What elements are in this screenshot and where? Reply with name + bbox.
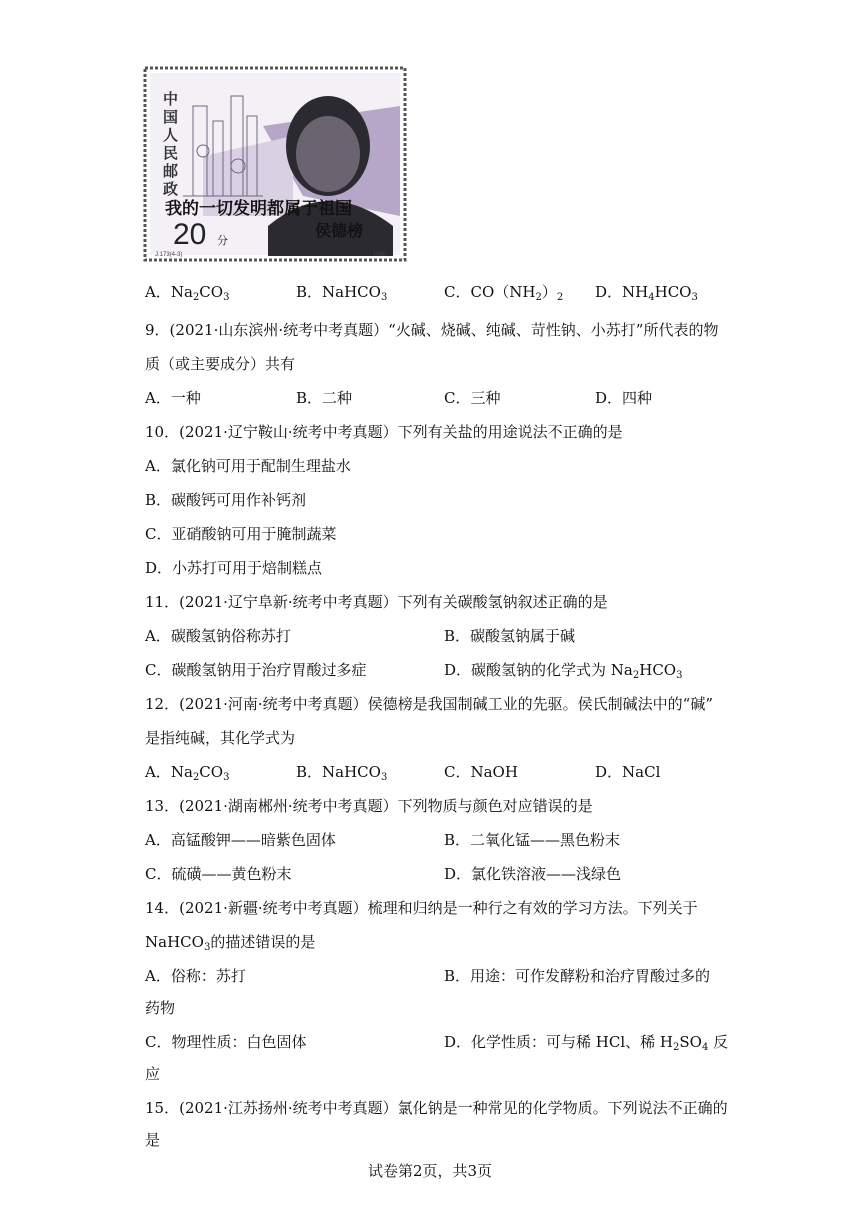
q12-option-c: C．NaOH: [444, 763, 518, 781]
q13-option-d: D．氯化铁溶液——浅绿色: [444, 865, 622, 883]
q14-option-d-line2: 应: [145, 1065, 161, 1083]
svg-text:政: 政: [163, 181, 179, 198]
q8-option-b: B．NaHCO$_3$: [296, 283, 388, 303]
q9-stem-line1: 9．(2021·山东滨州·统考中考真题）“火碱、烧碱、纯碱、苛性钠、小苏打”所代表的物: [145, 321, 719, 339]
houdebang-stamp-image: [143, 66, 407, 262]
q14-option-c: C．物理性质：白色固体: [145, 1033, 307, 1051]
q10-option-c: C．亚硝酸钠可用于腌制蔬菜: [145, 525, 337, 543]
q9-stem-line2: 质（或主要成分）共有: [145, 355, 296, 373]
q11-option-a: A．碳酸氢钠俗称苏打: [145, 627, 291, 645]
q10-option-d: D．小苏打可用于焙制糕点: [145, 559, 323, 577]
q9-option-b: B．二种: [296, 389, 353, 407]
q12-stem-line1: 12．(2021·河南·统考中考真题）侯德榜是我国制碱工业的先驱。侯氏制碱法中的“碱”: [145, 695, 713, 713]
q9-option-d: D．四种: [595, 389, 653, 407]
q9-option-c: C．三种: [444, 389, 501, 407]
q13-option-b: B．二氧化锰——黑色粉末: [444, 831, 621, 849]
q12-option-b: B．NaHCO$_3$: [296, 763, 388, 783]
q14-option-a: A．俗称：苏打: [145, 967, 246, 985]
svg-text:邮: 邮: [163, 163, 179, 180]
q11-option-c: C．碳酸氢钠用于治疗胃酸过多症: [145, 661, 367, 679]
page-footer: 试卷第2页，共3页: [367, 1162, 493, 1180]
q8-option-a: A．$Na_2CO_3$: [145, 283, 230, 303]
svg-text:中: 中: [163, 91, 179, 108]
svg-text:人: 人: [163, 127, 179, 144]
q8-option-d: D．$NH_4HCO_3$: [595, 283, 698, 303]
svg-text:J.173(4-3): J.173(4-3): [155, 252, 183, 258]
q11-option-d: D．碳酸氢钠的化学式为 $Na_2HCO_3$: [444, 661, 683, 681]
q13-option-a: A．高锰酸钾——暗紫色固体: [145, 831, 336, 849]
svg-text:分: 分: [217, 235, 228, 247]
q14-stem-line1: 14．(2021·新疆·统考中考真题）梳理和归纳是一种行之有效的学习方法。下列关于: [145, 899, 698, 917]
q13-stem: 13．(2021·湖南郴州·统考中考真题）下列物质与颜色对应错误的是: [145, 797, 593, 815]
svg-text:1990: 1990: [373, 252, 387, 258]
q12-stem-line2: 是指纯碱，其化学式为: [145, 729, 296, 747]
q14-option-b-line2: 药物: [145, 999, 176, 1017]
q12-option-d: D．NaCl: [595, 763, 661, 781]
q10-stem: 10．(2021·辽宁鞍山·统考中考真题）下列有关盐的用途说法不正确的是: [145, 423, 623, 441]
svg-text:我的一切发明都属于祖国: 我的一切发明都属于祖国: [165, 199, 352, 218]
q8-option-c: C．$CO(NH_2)_2$: [444, 283, 564, 303]
q10-option-a: A．氯化钠可用于配制生理盐水: [145, 457, 351, 475]
q11-option-b: B．碳酸氢钠属于碱: [444, 627, 576, 645]
q14-option-b-line1: B．用途：可作发酵粉和治疗胃酸过多的: [444, 967, 711, 985]
q12-option-a: A．$Na_2CO_3$: [145, 763, 230, 783]
q11-stem: 11．(2021·辽宁阜新·统考中考真题）下列有关碳酸氢钠叙述正确的是: [145, 593, 608, 611]
svg-text:侯德榜: 侯德榜: [315, 223, 364, 240]
q15-stem-line2: 是: [145, 1131, 161, 1149]
q13-option-c: C．硫磺——黄色粉末: [145, 865, 292, 883]
q14-stem-line2: NaHCO$_3$的描述错误的是: [145, 933, 316, 953]
svg-text:民: 民: [163, 145, 179, 162]
q10-option-b: B．碳酸钙可用作补钙剂: [145, 491, 307, 509]
q15-stem-line1: 15．(2021·江苏扬州·统考中考真题）氯化钠是一种常见的化学物质。下列说法不正确的: [145, 1099, 728, 1117]
q14-option-d-line1: D．化学性质：可与稀 HCl、稀 $H_2SO_4$ 反: [444, 1033, 729, 1053]
q9-option-a: A．一种: [145, 389, 201, 407]
svg-text:国: 国: [163, 109, 179, 126]
svg-text:20: 20: [173, 218, 207, 251]
